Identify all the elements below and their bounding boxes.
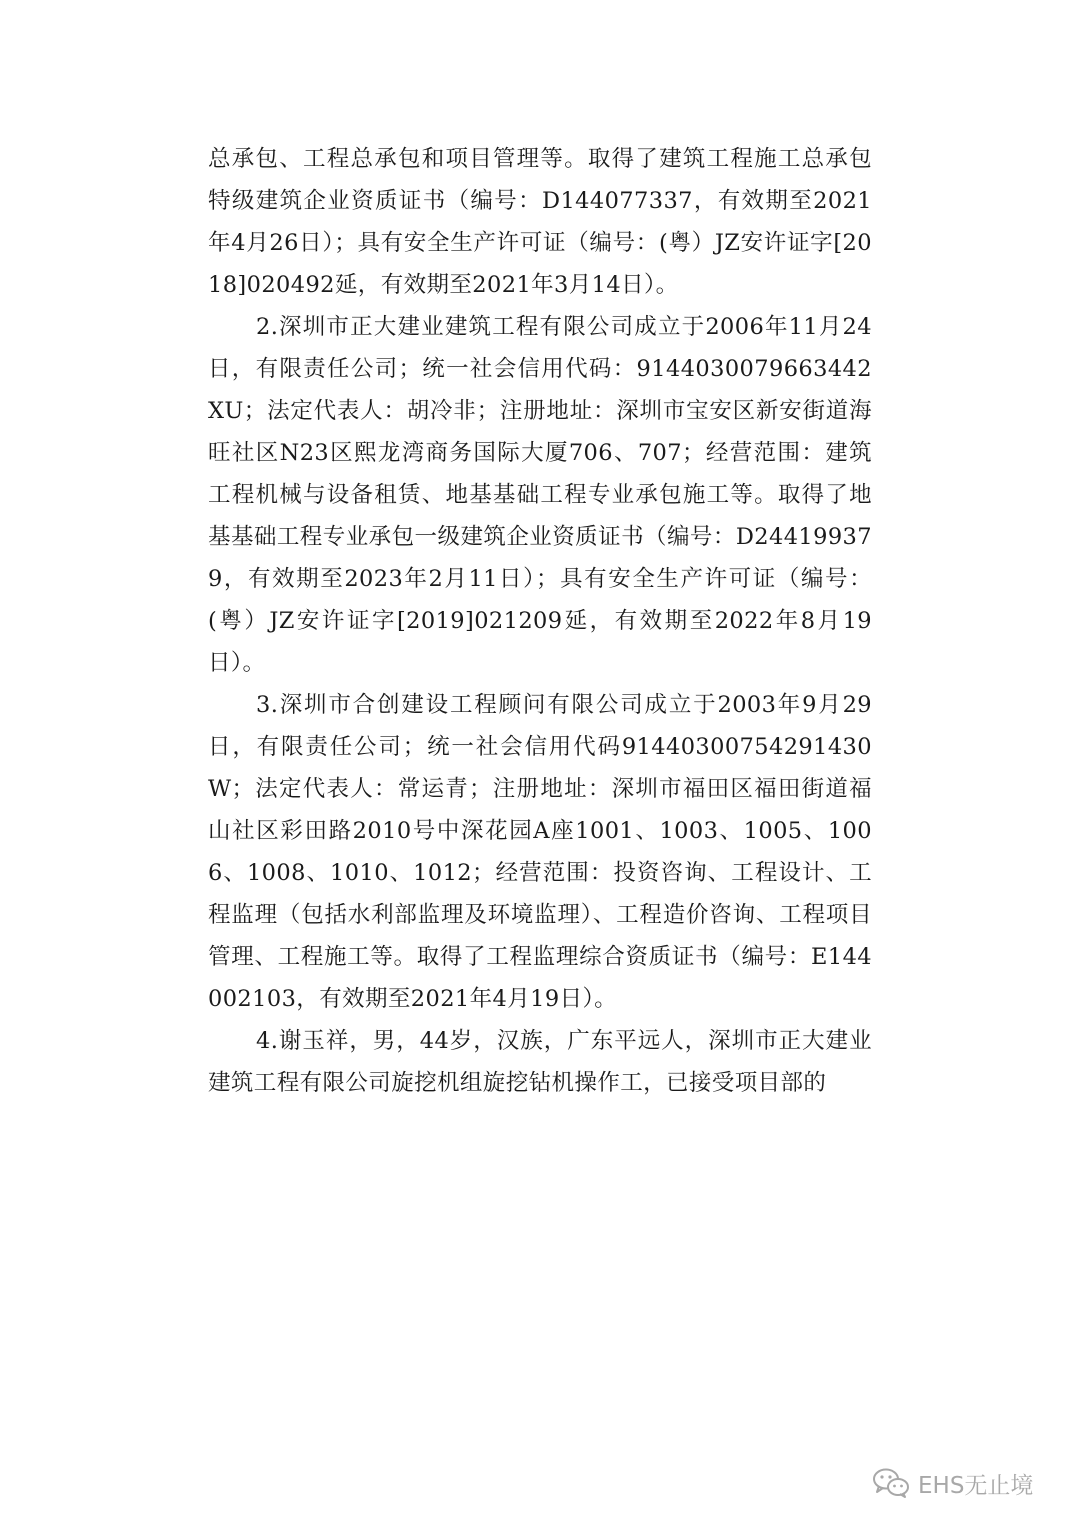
watermark-text: EHS无止境: [918, 1472, 1034, 1499]
paragraph-4: 4.谢玉祥，男，44岁，汉族，广东平远人，深圳市正大建业建筑工程有限公司旋挖机组旋挖钻机操作工，已接受项目部的: [208, 1028, 872, 1096]
paragraph-3: 3.深圳市合创建设工程顾问有限公司成立于2003年9月29日，有限责任公司；统一社会信用代码91440300754291430W；法定代表人：常运青；注册地址：深圳市福田区福田街道福山社区彩田路2010号中深花园A座1001、1003、1005、1006、1008、1010、1012；经营范围：投资咨询、工程设计、工程监理（包括水利部监理及环境监理）、工程造价咨询、工程项目管理、工程施工等。取得了工程监理综合资质证书（编号：E144002103，有效期至2021年4月19日）。: [208, 692, 872, 1012]
watermark: [872, 1463, 1033, 1503]
document-page: [208, 138, 872, 1104]
paragraph-1: 总承包、工程总承包和项目管理等。取得了建筑工程施工总承包特级建筑企业资质证书（编号：D144077337，有效期至2021年4月26日）；具有安全生产许可证（编号：(粤）JZ安许证字[2018]020492延，有效期至2021年3月14日）。: [208, 146, 872, 298]
paragraph-2: 2.深圳市正大建业建筑工程有限公司成立于2006年11月24日，有限责任公司；统一社会信用代码：9144030079663442XU；法定代表人：胡冷非；注册地址：深圳市宝安区新安街道海旺社区N23区熙龙湾商务国际大厦706、707；经营范围：建筑工程机械与设备租赁、地基基础工程专业承包施工等。取得了地基基础工程专业承包一级建筑企业资质证书（编号：D244199379，有效期至2023年2月11日）；具有安全生产许可证（编号：(粤）JZ安许证字[2019]021209延，有效期至2022年8月19日）。: [208, 314, 872, 676]
wechat-icon: [872, 1467, 910, 1499]
